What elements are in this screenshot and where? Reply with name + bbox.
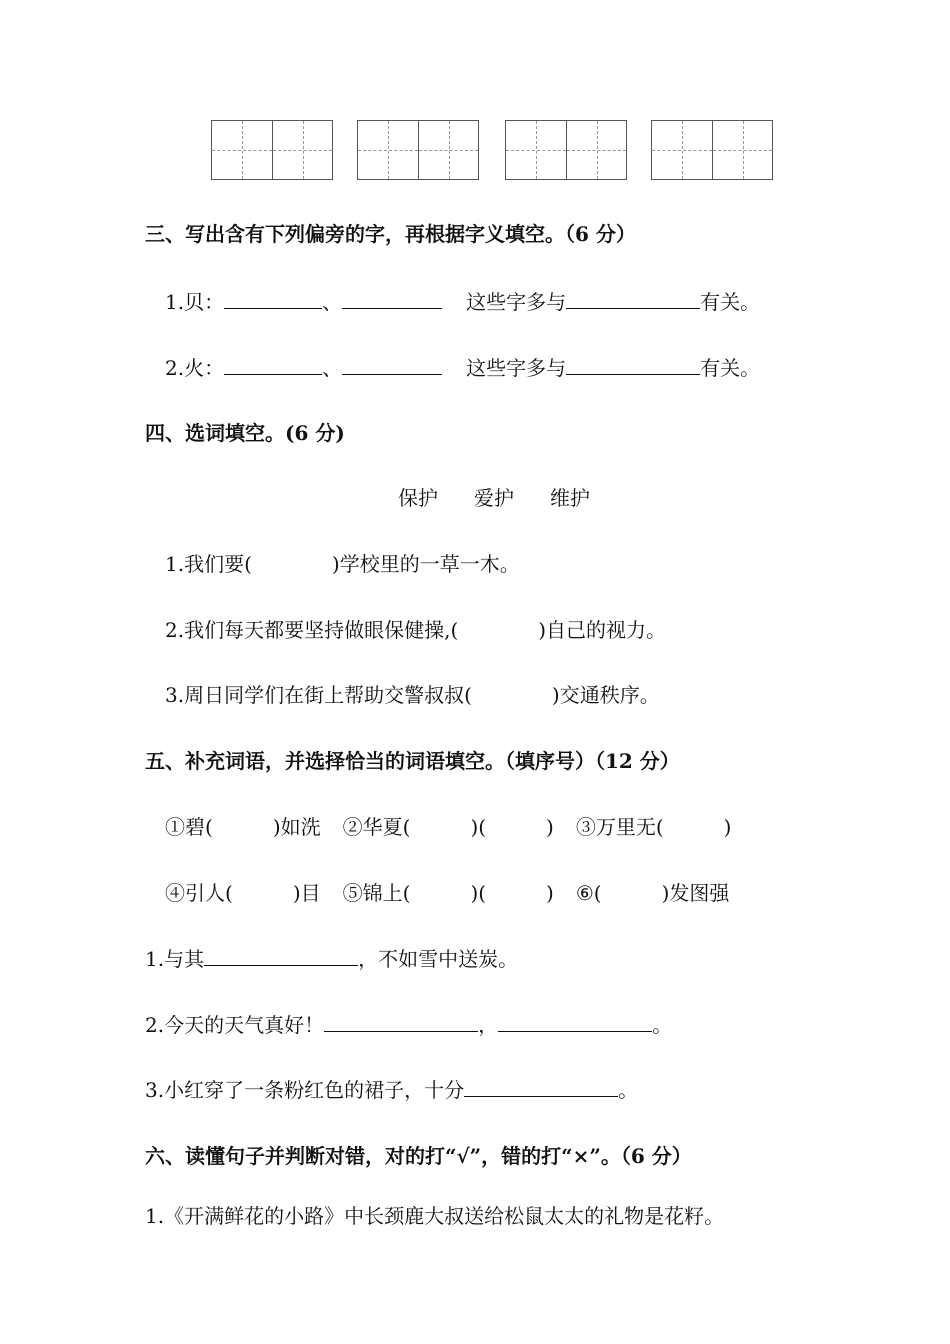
question-text: ，不如雪中送炭。 — [358, 947, 519, 971]
section4-heading: 四、选词填空。(6 分) — [145, 421, 345, 445]
question-text: 2.今天的天气真好！ — [145, 1013, 325, 1037]
idiom-row-1 — [165, 811, 731, 840]
section5-heading: 五、补充词语，并选择恰当的词语填空。（填序号）（12 分） — [145, 749, 680, 773]
section3-item-2 — [165, 352, 760, 381]
section6-question-1: 1.《开满鲜花的小路》中长颈鹿大叔送给松鼠太太的礼物是花籽。 — [145, 1204, 725, 1228]
word-bank — [398, 482, 590, 511]
idiom-part: ⑤锦上( — [342, 881, 411, 905]
grid-cell[interactable] — [418, 121, 478, 179]
word-option: 爱护 — [474, 486, 514, 510]
question-text: 3.小红穿了一条粉红色的裙子，十分 — [145, 1078, 465, 1102]
answer-blank[interactable] — [464, 1074, 618, 1097]
section5-question-1 — [145, 943, 518, 972]
question-text: ， — [478, 1013, 499, 1037]
item-prefix: 1.贝： — [165, 290, 225, 314]
item-text: 2.我们每天都要坚持做眼保健操,( — [165, 618, 459, 642]
idiom-part: )如洗 — [272, 815, 321, 839]
item-text: )学校里的一草一木。 — [331, 552, 520, 576]
word-option: 保护 — [398, 486, 438, 510]
section5-question-2 — [145, 1009, 672, 1038]
answer-blank[interactable] — [342, 352, 442, 375]
question-text: 。 — [618, 1078, 639, 1102]
answer-blank[interactable] — [566, 286, 700, 309]
item-text: 3.周日同学们在街上帮助交警叔叔( — [165, 683, 472, 707]
grid-cell[interactable] — [712, 121, 772, 179]
section5-question-3 — [145, 1074, 638, 1103]
item-mid: 这些字多与 — [466, 290, 567, 314]
item-mid: 这些字多与 — [466, 356, 567, 380]
item-text: )交通秩序。 — [551, 683, 660, 707]
item-suffix: 有关。 — [700, 290, 761, 314]
item-prefix: 2.火： — [165, 356, 225, 380]
idiom-part: ②华夏( — [342, 815, 411, 839]
section3-item-1 — [165, 286, 760, 315]
idiom-part: ⑥( — [575, 881, 602, 905]
idiom-row-2 — [165, 877, 729, 906]
idiom-part: ) — [546, 881, 554, 905]
answer-blank[interactable] — [224, 286, 322, 309]
idiom-part: ) — [546, 815, 554, 839]
grid-cell[interactable] — [272, 121, 332, 179]
section4-item-1 — [165, 548, 520, 577]
grid-cell[interactable] — [212, 121, 272, 179]
answer-blank[interactable] — [342, 286, 442, 309]
writing-grid-3[interactable] — [505, 120, 627, 180]
writing-grid-1[interactable] — [211, 120, 333, 180]
idiom-part: ) — [723, 815, 732, 839]
idiom-part: )目 — [292, 881, 321, 905]
idiom-part: )发图强 — [661, 881, 730, 905]
section4-item-3 — [165, 679, 660, 708]
answer-blank[interactable] — [204, 943, 358, 966]
item-suffix: 有关。 — [700, 356, 761, 380]
grid-cell[interactable] — [358, 121, 418, 179]
answer-blank[interactable] — [566, 352, 700, 375]
item-sep: 、 — [322, 290, 343, 314]
writing-grid-2[interactable] — [357, 120, 479, 180]
word-option: 维护 — [550, 486, 590, 510]
idiom-part: ①碧( — [165, 815, 213, 839]
answer-blank[interactable] — [324, 1009, 478, 1032]
item-text: 1.我们要( — [165, 552, 252, 576]
answer-blank[interactable] — [224, 352, 322, 375]
grid-cell[interactable] — [506, 121, 566, 179]
section4-item-2 — [165, 614, 666, 643]
item-text: )自己的视力。 — [538, 618, 667, 642]
question-text: 1.与其 — [145, 947, 205, 971]
grid-cell[interactable] — [566, 121, 626, 179]
answer-blank[interactable] — [498, 1009, 652, 1032]
grid-cell[interactable] — [652, 121, 712, 179]
idiom-part: )( — [470, 815, 487, 839]
question-text: 。 — [652, 1013, 673, 1037]
section3-heading: 三、写出含有下列偏旁的字，再根据字义填空。（6 分） — [145, 222, 636, 246]
idiom-part: ④引人( — [165, 881, 233, 905]
idiom-part: ③万里无( — [575, 815, 664, 839]
idiom-part: )( — [470, 881, 487, 905]
writing-grid-4[interactable] — [651, 120, 773, 180]
item-sep: 、 — [322, 356, 343, 380]
section6-heading: 六、读懂句子并判断对错，对的打“√”，错的打“×”。（6 分） — [145, 1144, 692, 1168]
